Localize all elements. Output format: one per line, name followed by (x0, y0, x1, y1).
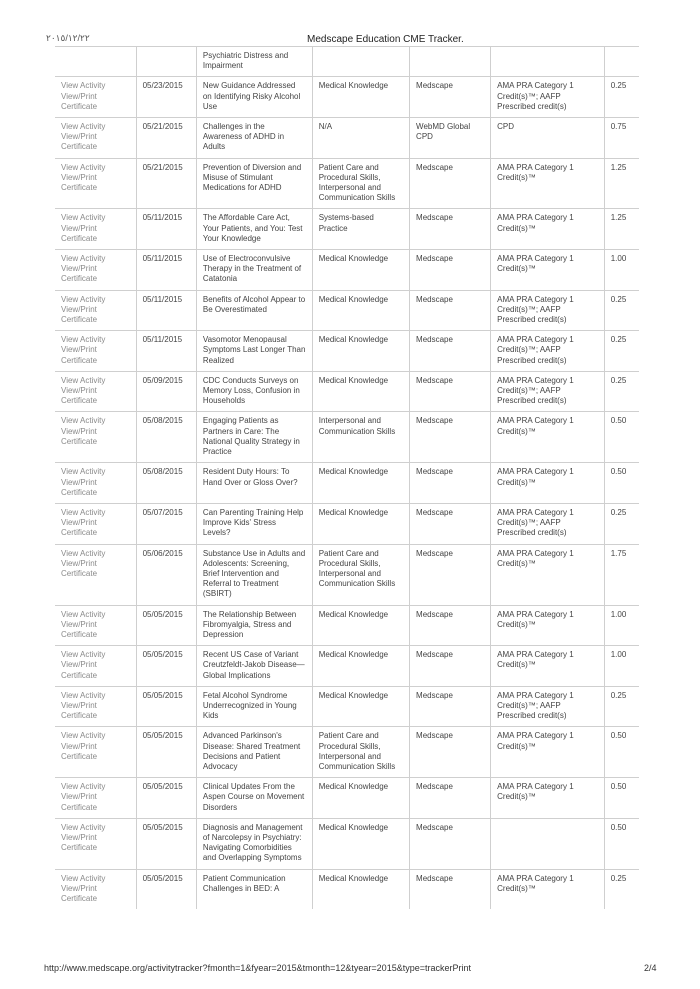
activity-title: Fetal Alcohol Syndrome Underrecognized in Young Kids (196, 686, 312, 727)
certificate-link[interactable]: Certificate (61, 142, 98, 152)
activity-credit-type: AMA PRA Category 1 Credit(s)™ (491, 209, 605, 250)
table-row (55, 727, 639, 778)
certificate-link[interactable]: Certificate (61, 436, 98, 446)
certificate-link[interactable]: Certificate (61, 751, 98, 761)
activity-provider: Medscape (410, 209, 491, 250)
activity-provider: Medscape (410, 463, 491, 504)
view-activity-link[interactable]: View Activity (61, 81, 106, 91)
activity-date: 05/11/2015 (136, 290, 196, 331)
activity-date: 05/11/2015 (136, 331, 196, 372)
activity-credit-hours: 1.75 (604, 544, 639, 605)
view-print-link[interactable]: View/Print (61, 741, 97, 751)
view-print-link[interactable]: View/Print (61, 883, 97, 893)
activity-provider: Medscape (410, 77, 491, 118)
activity-credit-type: AMA PRA Category 1 Credit(s)™ (491, 605, 605, 646)
activity-provider: Medscape (410, 818, 491, 869)
view-print-link[interactable]: View/Print (61, 172, 97, 182)
activity-date: 05/11/2015 (136, 209, 196, 250)
activity-provider: Medscape (410, 331, 491, 372)
activity-competency: Medical Knowledge (312, 371, 409, 412)
row-actions (55, 209, 136, 250)
view-activity-link[interactable]: View Activity (61, 213, 106, 223)
activity-competency: Medical Knowledge (312, 503, 409, 544)
activity-provider: Medscape (410, 686, 491, 727)
table-row (55, 869, 639, 909)
activity-date: 05/08/2015 (136, 463, 196, 504)
activity-credit-hours: 0.25 (604, 503, 639, 544)
activity-date: 05/21/2015 (136, 158, 196, 209)
activity-credit-hours: 0.25 (604, 371, 639, 412)
row-actions (55, 727, 136, 778)
activity-date: 05/07/2015 (136, 503, 196, 544)
activity-date (136, 47, 196, 77)
activity-title: Prevention of Diversion and Misuse of Stimulant Medications for ADHD (196, 158, 312, 209)
activity-competency: Medical Knowledge (312, 250, 409, 291)
activity-date: 05/05/2015 (136, 646, 196, 687)
row-actions (55, 605, 136, 646)
view-activity-link[interactable]: View Activity (61, 650, 106, 660)
view-activity-link[interactable]: View Activity (61, 375, 106, 385)
activity-credit-hours: 0.25 (604, 869, 639, 909)
activity-provider (410, 47, 491, 77)
activity-title: Psychiatric Distress and Impairment (196, 47, 312, 77)
activity-credit-hours: 0.50 (604, 463, 639, 504)
activity-date: 05/05/2015 (136, 818, 196, 869)
activity-competency: Medical Knowledge (312, 463, 409, 504)
row-actions (55, 503, 136, 544)
view-activity-link[interactable]: View Activity (61, 873, 106, 883)
activity-title: Benefits of Alcohol Appear to Be Overestimated (196, 290, 312, 331)
row-actions (55, 47, 136, 77)
view-activity-link[interactable]: View Activity (61, 548, 106, 558)
view-activity-link[interactable]: View Activity (61, 467, 106, 477)
activity-title: Recent US Case of Variant Creutzfeldt-Jakob Disease—Global Implications (196, 646, 312, 687)
activity-provider: Medscape (410, 250, 491, 291)
activity-credit-hours: 1.00 (604, 646, 639, 687)
activity-credit-type: AMA PRA Category 1 Credit(s)™ (491, 544, 605, 605)
activity-title: New Guidance Addressed on Identifying Risky Alcohol Use (196, 77, 312, 118)
activity-title: Advanced Parkinson's Disease: Shared Treatment Decisions and Patient Advocacy (196, 727, 312, 778)
activity-title: Patient Communication Challenges in BED: A (196, 869, 312, 909)
view-print-link[interactable]: View/Print (61, 345, 97, 355)
activity-date: 05/05/2015 (136, 605, 196, 646)
table-row (55, 331, 639, 372)
activity-provider: Medscape (410, 412, 491, 463)
table-row (55, 250, 639, 291)
activity-credit-type: AMA PRA Category 1 Credit(s)™ (491, 778, 605, 819)
activity-competency: Medical Knowledge (312, 818, 409, 869)
activity-provider: Medscape (410, 778, 491, 819)
view-activity-link[interactable]: View Activity (61, 507, 106, 517)
footer-url: http://www.medscape.org/activitytracker?fmonth=1&fyear=2015&tmonth=12&tyear=2015&type=trackerPrint (44, 963, 471, 973)
activity-title: The Affordable Care Act, Your Patients, and You: Test Your Knowledge (196, 209, 312, 250)
activity-title: Can Parenting Training Help Improve Kids' Stress Levels? (196, 503, 312, 544)
activity-table (55, 46, 639, 909)
activity-provider: Medscape (410, 869, 491, 909)
activity-credit-hours: 1.00 (604, 250, 639, 291)
activity-provider: Medscape (410, 544, 491, 605)
activity-credit-hours: 1.25 (604, 158, 639, 209)
activity-date: 05/06/2015 (136, 544, 196, 605)
view-activity-link[interactable]: View Activity (61, 335, 106, 345)
activity-credit-type: AMA PRA Category 1 Credit(s)™; AAFP Prescribed credit(s) (491, 371, 605, 412)
table-row (55, 47, 639, 77)
activity-date: 05/23/2015 (136, 77, 196, 118)
activity-date: 05/08/2015 (136, 412, 196, 463)
activity-credit-hours: 0.25 (604, 686, 639, 727)
row-actions (55, 818, 136, 869)
activity-credit-hours: 0.75 (604, 118, 639, 159)
activity-competency: Medical Knowledge (312, 646, 409, 687)
activity-credit-hours: 0.50 (604, 778, 639, 819)
activity-date: 05/05/2015 (136, 686, 196, 727)
view-print-link[interactable]: View/Print (61, 660, 97, 670)
activity-credit-type: AMA PRA Category 1 Credit(s)™; AAFP Prescribed credit(s) (491, 77, 605, 118)
activity-competency: N/A (312, 118, 409, 159)
view-print-link[interactable]: View/Print (61, 132, 97, 142)
page-title: Medscape Education CME Tracker. (307, 34, 464, 45)
activity-provider: Medscape (410, 646, 491, 687)
table-row (55, 77, 639, 118)
certificate-link[interactable]: Certificate (61, 711, 98, 721)
table-row (55, 503, 639, 544)
view-print-link[interactable]: View/Print (61, 832, 97, 842)
activity-credit-hours: 0.50 (604, 412, 639, 463)
view-print-link[interactable]: View/Print (61, 304, 97, 314)
activity-provider: WebMD Global CPD (410, 118, 491, 159)
activity-date: 05/05/2015 (136, 727, 196, 778)
view-activity-link[interactable]: View Activity (61, 731, 106, 741)
table-row (55, 544, 639, 605)
row-actions (55, 158, 136, 209)
view-print-link[interactable]: View/Print (61, 91, 97, 101)
activity-provider: Medscape (410, 727, 491, 778)
certificate-link[interactable]: Certificate (61, 894, 98, 903)
table-row (55, 686, 639, 727)
activity-competency: Medical Knowledge (312, 605, 409, 646)
activity-title: CDC Conducts Surveys on Memory Loss, Confusion in Households (196, 371, 312, 412)
activity-credit-hours: 0.50 (604, 727, 639, 778)
table-row (55, 646, 639, 687)
row-actions (55, 331, 136, 372)
activity-date: 05/05/2015 (136, 778, 196, 819)
table-row (55, 209, 639, 250)
activity-provider: Medscape (410, 503, 491, 544)
activity-title: Vasomotor Menopausal Symptoms Last Longer Than Realized (196, 331, 312, 372)
activity-credit-hours: 1.00 (604, 605, 639, 646)
table-row (55, 778, 639, 819)
activity-credit-type: AMA PRA Category 1 Credit(s)™ (491, 646, 605, 687)
certificate-link[interactable]: Certificate (61, 274, 98, 284)
view-print-link[interactable]: View/Print (61, 792, 97, 802)
activity-provider: Medscape (410, 371, 491, 412)
table-row (55, 118, 639, 159)
activity-title: Diagnosis and Management of Narcolepsy in Psychiatry: Navigating Comorbidities and Overlapping Symptoms (196, 818, 312, 869)
activity-credit-hours (604, 47, 639, 77)
activity-credit-type (491, 818, 605, 869)
activity-credit-type: AMA PRA Category 1 Credit(s)™ (491, 463, 605, 504)
view-activity-link[interactable]: View Activity (61, 609, 106, 619)
activity-title: Clinical Updates From the Aspen Course on Movement Disorders (196, 778, 312, 819)
activity-credit-type: AMA PRA Category 1 Credit(s)™ (491, 869, 605, 909)
table-row (55, 412, 639, 463)
view-print-link[interactable]: View/Print (61, 264, 97, 274)
activity-competency: Medical Knowledge (312, 290, 409, 331)
view-print-link[interactable]: View/Print (61, 518, 97, 528)
activity-table-body (55, 47, 639, 910)
activity-credit-type: AMA PRA Category 1 Credit(s)™ (491, 727, 605, 778)
activity-credit-hours: 1.25 (604, 209, 639, 250)
view-print-link[interactable]: View/Print (61, 223, 97, 233)
activity-credit-hours: 0.25 (604, 331, 639, 372)
view-activity-link[interactable]: View Activity (61, 416, 106, 426)
row-actions (55, 77, 136, 118)
activity-competency: Patient Care and Procedural Skills, Interpersonal and Communication Skills (312, 544, 409, 605)
row-actions (55, 118, 136, 159)
activity-provider: Medscape (410, 290, 491, 331)
row-actions (55, 290, 136, 331)
certificate-link[interactable]: Certificate (61, 233, 98, 243)
row-actions (55, 463, 136, 504)
activity-credit-type: CPD (491, 118, 605, 159)
view-print-link[interactable]: View/Print (61, 558, 97, 568)
view-activity-link[interactable]: View Activity (61, 122, 106, 132)
activity-credit-type: AMA PRA Category 1 Credit(s)™; AAFP Prescribed credit(s) (491, 331, 605, 372)
activity-title: The Relationship Between Fibromyalgia, Stress and Depression (196, 605, 312, 646)
activity-provider: Medscape (410, 605, 491, 646)
row-actions (55, 371, 136, 412)
row-actions (55, 412, 136, 463)
activity-provider: Medscape (410, 158, 491, 209)
activity-credit-type (491, 47, 605, 77)
activity-credit-hours: 0.25 (604, 77, 639, 118)
table-row (55, 605, 639, 646)
activity-credit-hours: 0.50 (604, 818, 639, 869)
certificate-link[interactable]: Certificate (61, 183, 98, 193)
row-actions (55, 686, 136, 727)
view-print-link[interactable]: View/Print (61, 477, 97, 487)
view-activity-link[interactable]: View Activity (61, 690, 106, 700)
certificate-link[interactable]: Certificate (61, 802, 98, 812)
activity-competency: Patient Care and Procedural Skills, Interpersonal and Communication Skills (312, 158, 409, 209)
view-activity-link[interactable]: View Activity (61, 782, 106, 792)
row-actions (55, 869, 136, 909)
view-activity-link[interactable]: View Activity (61, 254, 106, 264)
view-print-link[interactable]: View/Print (61, 426, 97, 436)
activity-competency (312, 47, 409, 77)
view-print-link[interactable]: View/Print (61, 619, 97, 629)
activity-title: Substance Use in Adults and Adolescents: Screening, Brief Intervention and Referral to Treatment (SBIRT) (196, 544, 312, 605)
activity-competency: Patient Care and Procedural Skills, Interpersonal and Communication Skills (312, 727, 409, 778)
activity-credit-type: AMA PRA Category 1 Credit(s)™; AAFP Prescribed credit(s) (491, 503, 605, 544)
activity-competency: Medical Knowledge (312, 869, 409, 909)
activity-competency: Medical Knowledge (312, 77, 409, 118)
date-stamp: ٢٠١٥/١٢/٢٢ (46, 33, 90, 43)
certificate-link[interactable]: Certificate (61, 568, 98, 578)
certificate-link[interactable]: Certificate (61, 101, 98, 111)
table-row (55, 371, 639, 412)
view-activity-link[interactable]: View Activity (61, 294, 106, 304)
certificate-link[interactable]: Certificate (61, 355, 98, 365)
certificate-link[interactable]: Certificate (61, 843, 98, 853)
certificate-link[interactable]: Certificate (61, 670, 98, 680)
certificate-link[interactable]: Certificate (61, 315, 98, 325)
certificate-link[interactable]: Certificate (61, 528, 98, 538)
row-actions (55, 250, 136, 291)
activity-date: 05/05/2015 (136, 869, 196, 909)
activity-competency: Systems-based Practice (312, 209, 409, 250)
certificate-link[interactable]: Certificate (61, 629, 98, 639)
page-number: 2/4 (644, 963, 657, 973)
row-actions (55, 646, 136, 687)
activity-credit-type: AMA PRA Category 1 Credit(s)™; AAFP Prescribed credit(s) (491, 686, 605, 727)
activity-credit-type: AMA PRA Category 1 Credit(s)™ (491, 412, 605, 463)
row-actions (55, 544, 136, 605)
activity-table-wrapper (55, 46, 639, 930)
activity-title: Engaging Patients as Partners in Care: The National Quality Strategy in Practice (196, 412, 312, 463)
activity-competency: Medical Knowledge (312, 686, 409, 727)
activity-date: 05/09/2015 (136, 371, 196, 412)
activity-competency: Medical Knowledge (312, 331, 409, 372)
view-activity-link[interactable]: View Activity (61, 162, 106, 172)
table-row (55, 463, 639, 504)
activity-credit-type: AMA PRA Category 1 Credit(s)™ (491, 158, 605, 209)
certificate-link[interactable]: Certificate (61, 396, 98, 406)
activity-date: 05/11/2015 (136, 250, 196, 291)
view-print-link[interactable]: View/Print (61, 700, 97, 710)
activity-date: 05/21/2015 (136, 118, 196, 159)
row-actions (55, 778, 136, 819)
activity-title: Challenges in the Awareness of ADHD in Adults (196, 118, 312, 159)
table-row (55, 290, 639, 331)
activity-competency: Medical Knowledge (312, 778, 409, 819)
view-activity-link[interactable]: View Activity (61, 822, 106, 832)
activity-competency: Interpersonal and Communication Skills (312, 412, 409, 463)
activity-title: Use of Electroconvulsive Therapy in the Treatment of Catatonia (196, 250, 312, 291)
activity-credit-hours: 0.25 (604, 290, 639, 331)
certificate-link[interactable]: Certificate (61, 487, 98, 497)
activity-credit-type: AMA PRA Category 1 Credit(s)™; AAFP Prescribed credit(s) (491, 290, 605, 331)
activity-credit-type: AMA PRA Category 1 Credit(s)™ (491, 250, 605, 291)
table-row (55, 158, 639, 209)
view-print-link[interactable]: View/Print (61, 386, 97, 396)
activity-title: Resident Duty Hours: To Hand Over or Gloss Over? (196, 463, 312, 504)
table-row (55, 818, 639, 869)
